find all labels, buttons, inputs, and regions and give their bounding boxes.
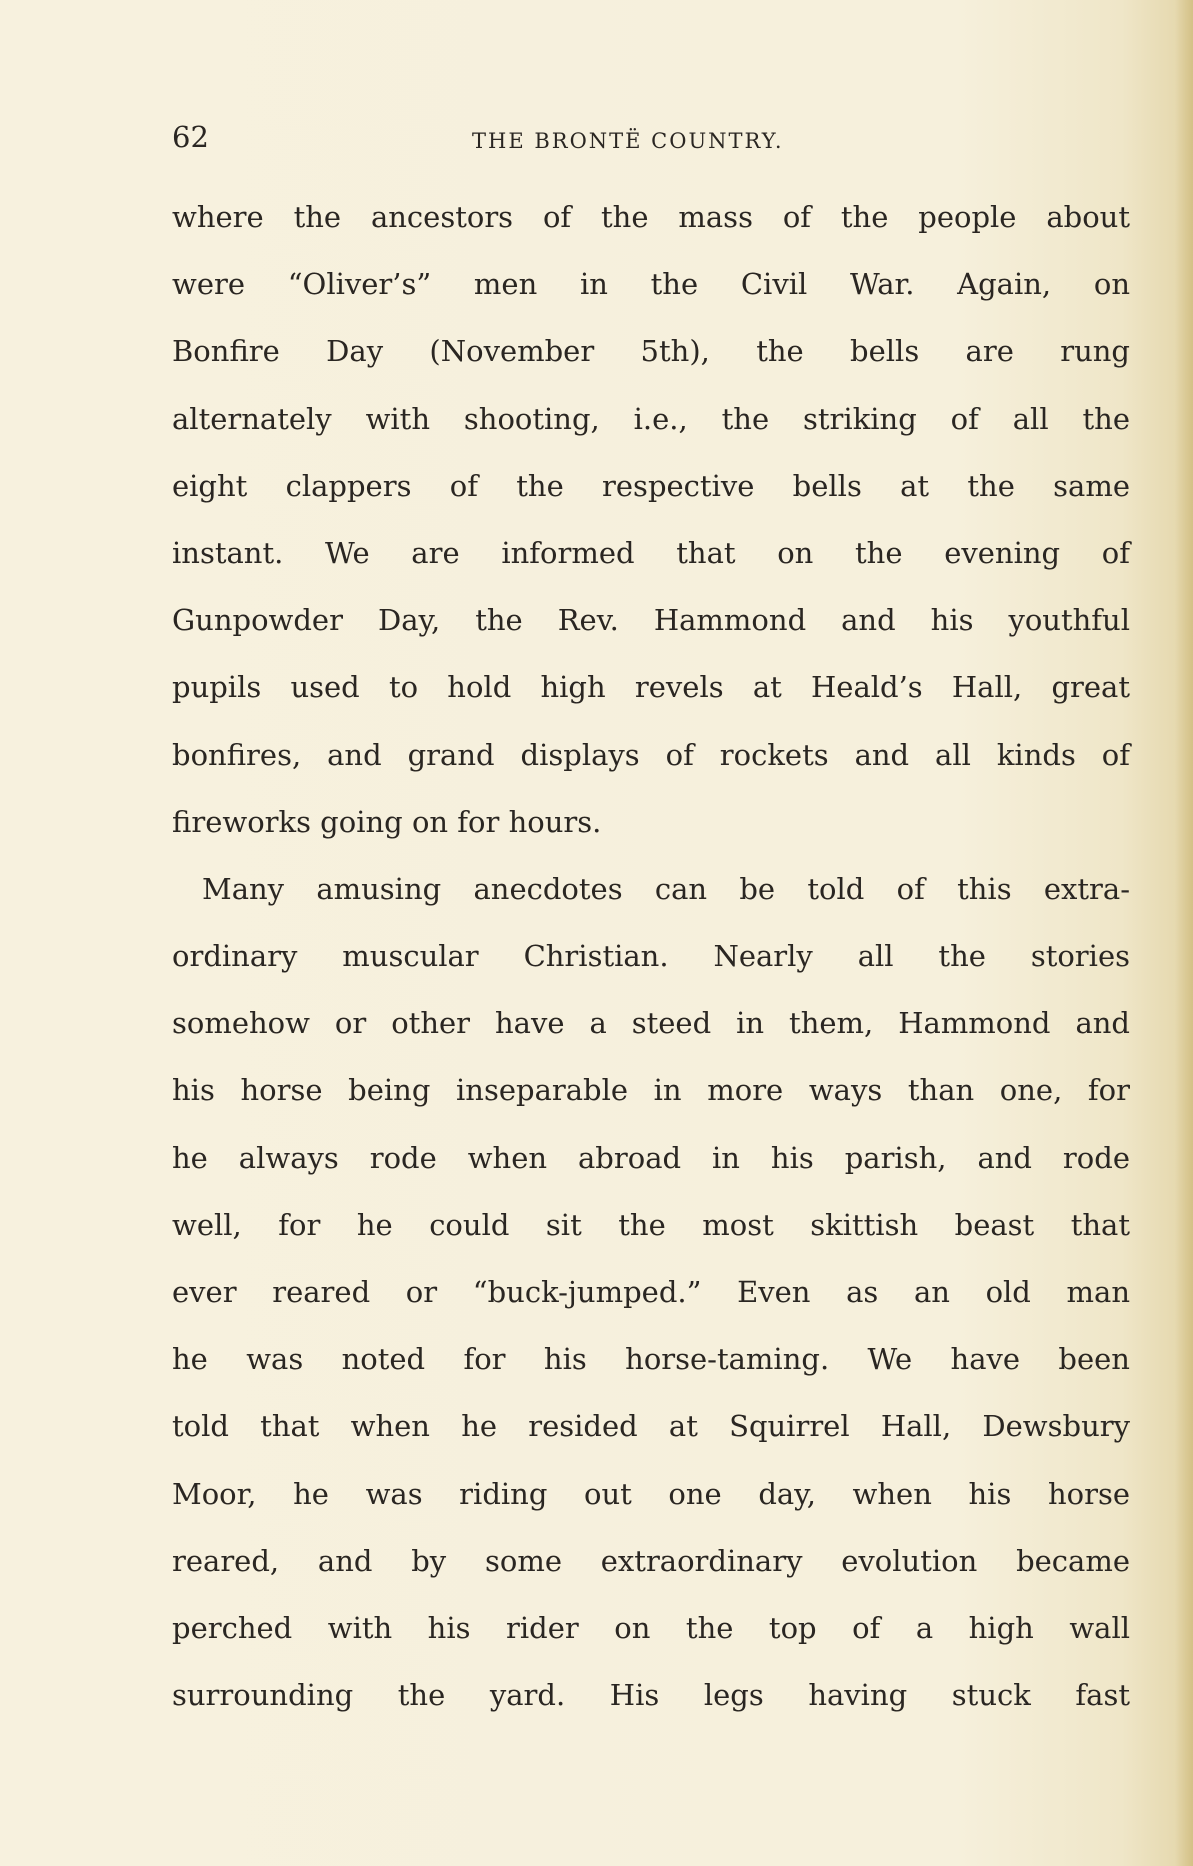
text-line: Moor, he was riding out one day, when his horse — [172, 1476, 1130, 1511]
paragraph-end-line: fireworks going on for hours. — [172, 804, 602, 839]
text-line: ever reared or “buck-jumped.” Even as an old man — [172, 1275, 1130, 1309]
text-line: he was noted for his horse-taming. We have been — [172, 1342, 1130, 1377]
text-line: somehow or other have a steed in them, Hammond and — [172, 1006, 1130, 1041]
text-line: where the ancestors of the mass of the people about — [172, 200, 1130, 234]
text-line: pupils used to hold high revels at Heald’s Hall, great — [172, 670, 1130, 705]
text-line: alternately with shooting, i.e., the striking of all the — [172, 401, 1130, 436]
text-line: his horse being inseparable in more ways than one, for — [172, 1073, 1130, 1108]
text-line: eight clappers of the respective bells at the same — [172, 468, 1130, 503]
text-line: Bonfire Day (November 5th), the bells are rung — [172, 334, 1130, 369]
page-edge-shadow — [1175, 0, 1193, 1866]
text-line: told that when he resided at Squirrel Hall, Dewsbury — [172, 1409, 1130, 1444]
text-line: instant. We are informed that on the evening of — [172, 535, 1130, 570]
text-line: he always rode when abroad in his parish, and rode — [172, 1140, 1130, 1175]
running-title: THE BRONTË COUNTRY. — [472, 129, 784, 153]
text-line: were “Oliver’s” men in the Civil War. Again, on — [172, 267, 1130, 302]
text-line: reared, and by some extraordinary evolution became — [172, 1543, 1130, 1578]
text-line: bonfires, and grand displays of rockets and all kinds of — [172, 737, 1130, 772]
page-header — [172, 112, 1130, 162]
paragraph-start-line: Many amusing anecdotes can be told of this extra- — [202, 871, 1130, 906]
text-line: Gunpowder Day, the Rev. Hammond and his youthful — [172, 603, 1130, 638]
text-line: well, for he could sit the most skittish beast that — [172, 1207, 1130, 1242]
body-text — [172, 184, 1130, 1729]
page-number: 62 — [172, 120, 209, 154]
text-line: ordinary muscular Christian. Nearly all the stories — [172, 939, 1130, 974]
text-line: surrounding the yard. His legs having stuck fast — [172, 1678, 1130, 1713]
text-line: perched with his rider on the top of a high wall — [172, 1610, 1130, 1645]
